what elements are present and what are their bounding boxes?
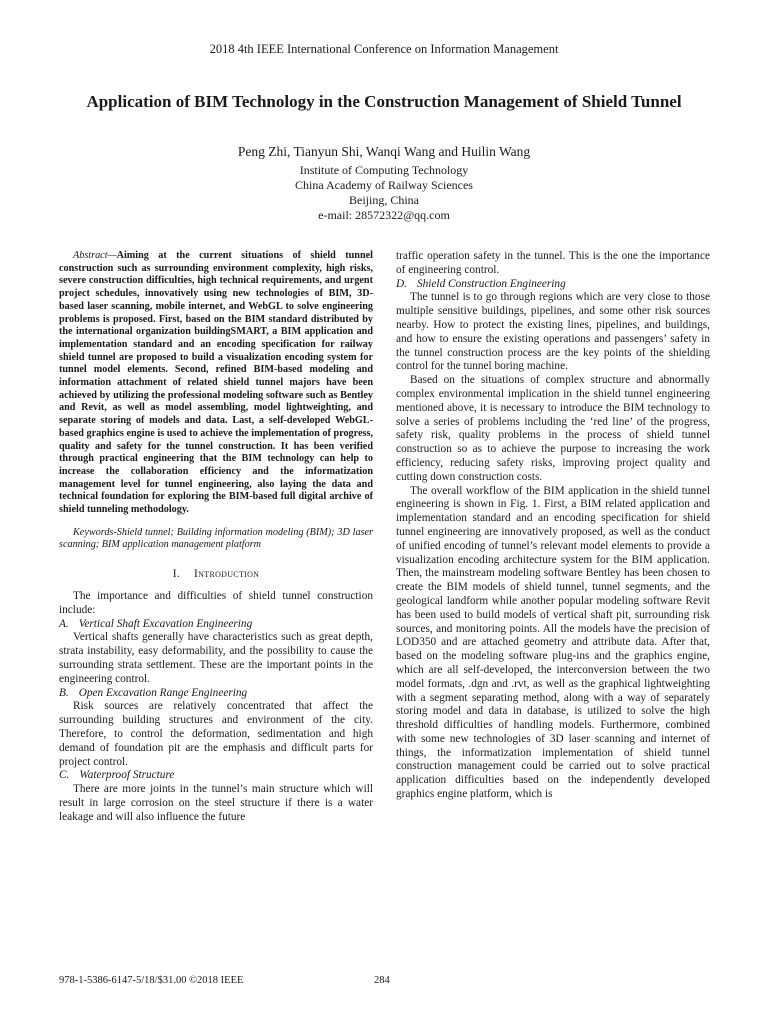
keywords-paragraph: Keywords-Shield tunnel; Building information modeling (BIM); 3D laser scanning; BIM application management platform — [59, 526, 373, 551]
subsection-title: Waterproof Structure — [79, 769, 175, 782]
subsection-d-paragraph-3: The overall workflow of the BIM application in the shield tunnel engineering is shown in Fig. 1. First, a BIM related application and implementation standard and an encoding specification for shield tunnel engineering are innovatively proposed, as well as the conduct of unified encoding of tunnel’s relevant model elements to provide a visualization encoding architecture system for the BIM application. Then, the mainstream modeling software Bentley has been chosen to create the BIM models of shield tunnel, tunnel segments, and the geological landform while another popular modeling software Revit has been used to build models of vertical shaft pit, surrounding risk sources, and monitoring points. All the models have the precision of LOD350 and are attached geometry and attribute data. After that, based on the modeling software plug-ins and the graphics engine, which are all self-developed, the interconversion between the two model formats, .dgn and .rvt, as well as the graphical lightweighting with a segment separating method, along with a way of separately storing model and data in database, is utilized to solve the high threshold difficulties of handling models. Furthermore, combined with some new technologies of 3D laser scanning and internet of things, the informatization implementation of shield tunnel construction management could be carried out to solve practical application difficulties based on the independently developed graphics engine platform, which is — [396, 484, 710, 801]
continued-paragraph: traffic operation safety in the tunnel. This is the one the importance of engineering control. — [396, 250, 710, 276]
affiliation-institute: Institute of Computing Technology — [299, 163, 469, 177]
left-column — [59, 250, 373, 825]
subsection-d-paragraph-1: The tunnel is to go through regions which are very close to those multiple sensitive buildings, pipelines, and some other risk sources nearby. How to protect the existing lines, pipelines, and buildings, and how to ensure the existing operations and passengers’ safety in the tunnel construction process are the key points of the shielding control for the tunnel boring machine. — [396, 291, 710, 373]
section-title: Introduction — [194, 568, 260, 581]
subsection-heading-d — [396, 278, 710, 292]
affiliation-block — [0, 163, 768, 223]
abstract-paragraph — [59, 250, 373, 517]
page-number: 284 — [374, 975, 390, 986]
section-number: I. — [172, 568, 181, 581]
subsection-title: Vertical Shaft Excavation Engineering — [78, 617, 253, 630]
abstract-label: Abstract— — [73, 250, 117, 261]
intro-paragraph: The importance and difficulties of shield tunnel construction include: — [59, 589, 373, 616]
subsection-title: Open Excavation Range Engineering — [78, 686, 248, 699]
subsection-letter: A. — [59, 617, 69, 630]
subsection-d-paragraph-2: Based on the situations of complex structure and abnormally complex environmental implication in the shield tunnel engineering mentioned above, it is necessary to introduce the BIM technology to solve a series of problems including the ‘red line’ of the progress, safety risk, quality problems in the process of shield tunnel construction so as to achieve the purpose to increasing the work efficiency, reducing safety risks, improving project quality and cutting down construction costs. — [396, 374, 710, 483]
subsection-a-paragraph: Vertical shafts generally have characteristics such as great depth, strata instability, easy deformability, and the possibility to cause the surrounding strata settlement. These are the important points in the engineering control. — [59, 631, 373, 685]
subsection-letter: C. — [59, 769, 70, 782]
subsection-heading-c — [59, 769, 373, 783]
subsection-c-paragraph: There are more joints in the tunnel’s main structure which will result in large corrosion on the steel structure if there is a water leakage and will also influence the future — [59, 783, 373, 823]
affiliation-organization: China Academy of Railway Sciences — [295, 178, 473, 192]
subsection-heading-a — [59, 618, 373, 632]
author-list: Peng Zhi, Tianyun Shi, Wanqi Wang and Huilin Wang — [237, 144, 531, 159]
affiliation-location: Beijing, China — [349, 193, 419, 207]
conference-header: 2018 4th IEEE International Conference on Information Management — [209, 42, 559, 56]
subsection-letter: D. — [396, 277, 407, 290]
affiliation-email: e-mail: 28572322@qq.com — [318, 208, 450, 222]
footer-isbn: 978-1-5386-6147-5/18/$31.00 ©2018 IEEE — [59, 975, 244, 986]
subsection-letter: B. — [59, 686, 69, 699]
paper-title: Application of BIM Technology in the Construction Management of Shield Tunnel — [86, 92, 682, 111]
abstract-text: Aiming at the current situations of shield tunnel construction such as surrounding environment complexity, high risks, severe construction difficulties, high technical requirements, and urgent project schedules, innovatively using new technologies of BIM, 3D-based laser scanning, mobile internet, and WebGL to solve engineering problems is proposed. First, based on the BIM standard distributed by the international organization buildingSMART, a BIM application and implementation standard and an encoding specification for railway shield tunnel are proposed to build a visualization encoding system for tunnel model elements. Second, refined BIM-based modeling and information attachment of related shield tunnel majors have been achieved by utilizing the professional modeling software such as Bentley and Revit, as well as model assembling, model lightweighting, and separate storing of models and data. Last, a self-developed WebGL-based graphics engine is used to achieve the implementation of progress, quality and safety for the tunnel construction. It has been verified through practical engineering that the BIM technology can help to increase the collaboration efficiency and the informatization management level for tunnel engineering, also laying the data and technical foundation for exploring the BIM-based full digital archive of shield tunneling methodology. — [59, 250, 373, 516]
section-heading-introduction — [59, 568, 373, 582]
subsection-title: Shield Construction Engineering — [416, 277, 566, 290]
right-column — [396, 250, 710, 802]
subsection-b-paragraph: Risk sources are relatively concentrated that affect the surrounding building structures and environment of the city. Therefore, to control the deformation, sedimentation and high demand of foundation pit are the emphasis and difficult parts for project control. — [59, 700, 373, 768]
subsection-heading-b — [59, 687, 373, 701]
